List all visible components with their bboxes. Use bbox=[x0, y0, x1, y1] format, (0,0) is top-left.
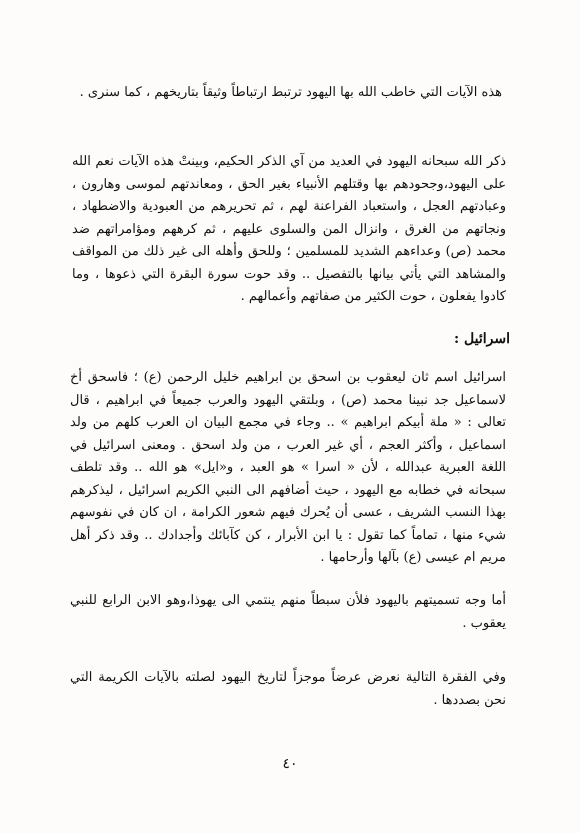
section-heading: اسرائيل : bbox=[454, 331, 510, 347]
page-number: ٤٠ bbox=[282, 756, 298, 772]
body-paragraph: اسرائيل اسم ثان ليعقوب بن اسحق بن ابراهيم خليل الرحمن (ع) ؛ فاسحق أخ لاسماعيل جد نبينا محمد (ص) ، وبلتقي اليهود والعرب جميعاً في ابراهيم ، قال تعالى : « ملة أبيكم ابراهيم » .. وجاء في مجمع البيان ان العرب كلهم من ولد اسماعيل ، وأكثر العجم ، أي غير العرب ، من ولد اسحق . ومعنى اسرائيل في اللغة العبرية عبدالله ، لأن « اسرا » هو العبد ، و«ايل» هو الله .. وقد تلطف سبحانه في خطابه مع اليهود ، حيث أضافهم الى النبي الكريم اسرائيل ، ليذكرهم بهذا النسب الشريف ، عسى أن يُحرك فيهم شعور الكرامة ، ان كان في نفوسهم شيء منها ، تماماً كما تقول : يا ابن الأبرار ، كن كآبائك وأجدادك .. وقد ذكر أهل مريم ام عيسى (ع) بآلها وأرحامها . bbox=[70, 370, 506, 565]
intro-paragraph: هذه الآيات التي خاطب الله بها اليهود ترتبط ارتباطاً وثيقاً بتاريخهم ، كما سنرى . bbox=[79, 85, 502, 100]
body-paragraph: أما وجه تسميتهم باليهود فلأن سبطاً منهم ينتمي الى يهوذا،وهو الابن الرابع للنبي يعقوب . bbox=[70, 593, 506, 631]
body-paragraph: ذكر الله سبحانه اليهود في العديد من آي الذكر الحكيم، وبينتْ هذه الآيات نعم الله على اليهود،وجحودهم بها وقتلهم الأنبياء بغير الحق ، ومعاندتهم لموسى وهارون ، وعبادتهم العجل ، واستعباد الفراعنة لهم ، ثم تحريرهم من العبودية والاضطهاد ، ونجاتهم من الغرق ، وانزال المن والسلوى عليهم ، ثم كرههم ومؤامراتهم ضد محمد (ص) وعداءهم الشديد للمسلمين ؛ وللحق وأهله الى غير ذلك من المواقف والمشاهد التي يأتي بيانها بالتفصيل .. وقد حوت سورة البقرة التي ذعوها ، وما كادوا يفعلون ، حوت الكثير من صفاتهم وأعمالهم . bbox=[72, 154, 506, 304]
body-paragraph: وفي الفقرة التالية نعرض عرضاً موجزاً لتاريخ اليهود لصلته بالآيات الكريمة التي نحن بصددها . bbox=[70, 670, 506, 708]
